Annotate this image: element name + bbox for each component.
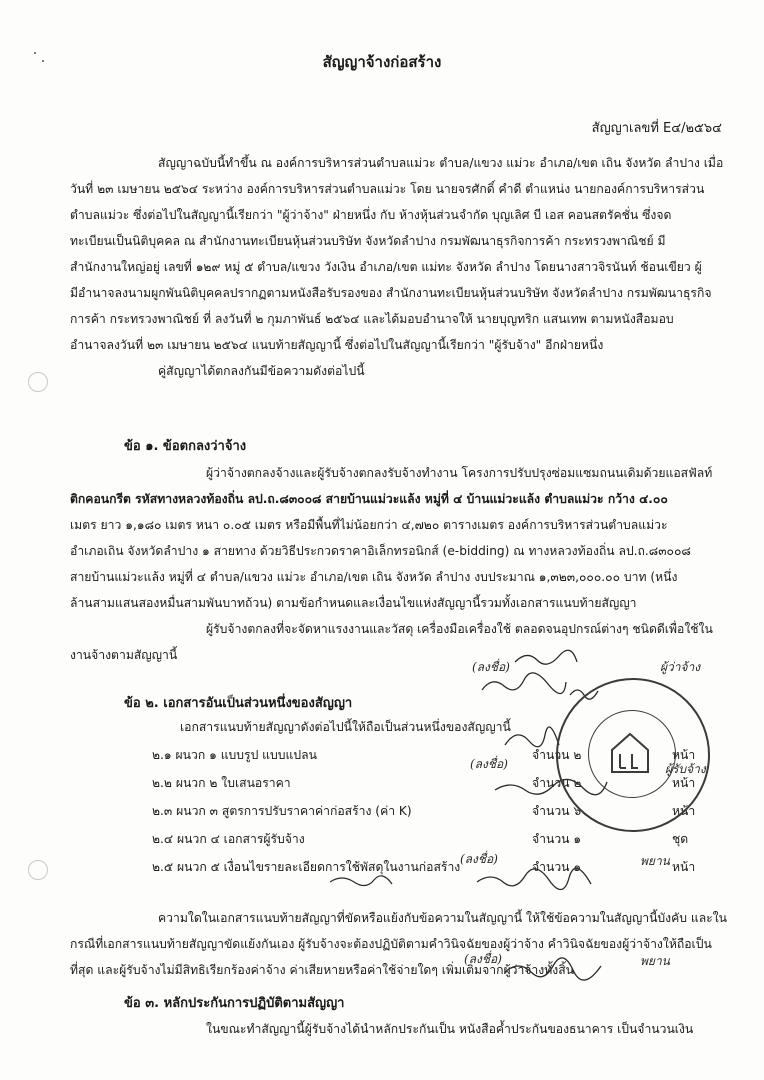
annex-unit: หน้า (672, 804, 696, 818)
handwritten-signature (482, 673, 566, 694)
signature-role: พยาน (640, 854, 670, 868)
annex-qty: จำนวน ๑ (532, 860, 582, 874)
clause3-heading: ข้อ ๓. หลักประกันการปฏิบัติตามสัญญา (124, 996, 345, 1011)
document-title: สัญญาจ้างก่อสร้าง (322, 53, 442, 71)
contract-number: สัญญาเลขที่ E๔/๒๕๖๔ (591, 121, 722, 136)
handwritten-initials (330, 876, 392, 886)
clause1-line: ติกคอนกรีต รหัสทางหลวงท้องถิ่น ลป.ถ.๘๓๐๐๘ สายบ้านแม่วะแล้ง หมู่ที่ ๔ บ้านแม่วะแล้ง ตำบลแม่วะ กว้าง ๔.๐๐ (70, 492, 668, 506)
house-logo-icon (610, 730, 650, 774)
handwritten-signature (477, 868, 591, 889)
annex-qty: จำนวน ๒ (532, 748, 582, 762)
signature-role: ผู้รับจ้าง (665, 762, 706, 776)
signature-label: (ลงชื่อ) (460, 852, 498, 866)
annex-unit: หน้า (672, 860, 696, 874)
clause1-line: ล้านสามแสนสองหมื่นสามพันบาทถ้วน) ตามข้อกำหนดและเงื่อนไขแห่งสัญญานี้รวมทั้งเอกสารแนบท้ายสัญญา (70, 596, 637, 610)
annex-qty: จำนวน ๖ (532, 804, 582, 818)
clause1-line: ผู้รับจ้างตกลงที่จะจัดหาแรงงานและวัสดุ เครื่องมือเครื่องใช้ ตลอดจนอุปกรณ์ต่างๆ ชนิดดีเพื่อใช้ใน (206, 622, 713, 636)
intro-line: ทะเบียนเป็นนิติบุคคล ณ สำนักงานทะเบียนหุ้นส่วนบริษัท จังหวัดลำปาง กรมพัฒนาธุรกิจการค้า กระทรวงพาณิชย์ มี (70, 234, 666, 248)
annex-label: ๒.๑ ผนวก ๑ แบบรูป แบบแปลน (152, 748, 317, 762)
clause1-line: อำเภอเถิน จังหวัดลำปาง ๑ สายทาง ด้วยวิธีประกวดราคาอิเล็กทรอนิกส์ (e-bidding) ณ ทางหลวงท้องถิ่น ลป.ถ.๘๓๐๐๘ (70, 544, 691, 558)
company-seal-stamp (556, 678, 710, 832)
handwritten-signature (505, 958, 601, 980)
conflict-line: ที่สุด และผู้รับจ้างไม่มีสิทธิเรียกร้องค่าจ้าง ค่าเสียหายหรือค่าใช้จ่ายใดๆ เพิ่มเติมจากผู้ว่าจ้างทั้งสิ้น (70, 963, 574, 977)
annex-label: ๒.๓ ผนวก ๓ สูตรการปรับราคาค่าก่อสร้าง (ค่า K) (152, 804, 412, 818)
annex-unit: หน้า (672, 748, 696, 762)
agree-line: คู่สัญญาได้ตกลงกันมีข้อความดังต่อไปนี้ (158, 364, 365, 378)
clause2-intro: เอกสารแนบท้ายสัญญาดังต่อไปนี้ให้ถือเป็นส่วนหนึ่งของสัญญานี้ (180, 720, 511, 734)
annex-label: ๒.๕ ผนวก ๕ เงื่อนไขรายละเอียดการใช้พัสดุในงานก่อสร้าง (152, 860, 461, 874)
intro-line: มีอำนาจลงนามผูกพันนิติบุคคลปรากฏตามหนังสือรับรองของ สำนักงานทะเบียนหุ้นส่วนบริษัท จังหวัดลำปาง กรมพัฒนาธุรกิจ (70, 286, 712, 300)
annex-qty: จำนวน ๒ (532, 776, 582, 790)
annex-label: ๒.๒ ผนวก ๒ ใบเสนอราคา (152, 776, 291, 790)
signature-label: (ลงชื่อ) (464, 952, 502, 966)
annex-unit: หน้า (672, 776, 696, 790)
clause1-line: งานจ้างตามสัญญานี้ (70, 648, 178, 662)
handwritten-signature (515, 650, 577, 664)
signature-label: (ลงชื่อ) (470, 757, 508, 771)
intro-line: ตำบลแม่วะ ซึ่งต่อไปในสัญญานี้เรียกว่า "ผู้ว่าจ้าง" ฝ่ายหนึ่ง กับ ห้างหุ้นส่วนจำกัด บุญเลิศ บี เอส คอนสตรัคชั่น ซึ่งจด (70, 208, 672, 222)
annex-label: ๒.๔ ผนวก ๔ เอกสารผู้รับจ้าง (152, 832, 305, 846)
clause1-line: ผู้ว่าจ้างตกลงจ้างและผู้รับจ้างตกลงรับจ้างทำงาน โครงการปรับปรุงซ่อมแซมถนนเดิมด้วยแอสฟัลท์ (206, 466, 713, 480)
conflict-line: ความใดในเอกสารแนบท้ายสัญญาที่ขัดหรือแย้งกับข้อความในสัญญานี้ ให้ใช้ข้อความในสัญญานี้บังคับ และใน (158, 911, 728, 925)
clause1-line: เมตร ยาว ๑,๑๘๐ เมตร หนา ๐.๐๕ เมตร หรือมีพื้นที่ไม่น้อยกว่า ๔,๗๒๐ ตารางเมตร องค์การบริหารส่วนตำบลแม่วะ (70, 518, 668, 532)
annex-unit: ชุด (672, 832, 689, 846)
intro-line: อำนาจลงวันที่ ๒๓ เมษายน ๒๕๖๔ แนบท้ายสัญญานี้ ซึ่งต่อไปในสัญญานี้เรียกว่า "ผู้รับจ้าง" อีกฝ่ายหนึ่ง (70, 338, 604, 352)
signature-role: พยาน (640, 954, 670, 968)
intro-line: การค้า กระทรวงพาณิชย์ ที่ ลงวันที่ ๒ กุมภาพันธ์ ๒๕๖๔ และได้มอบอำนาจให้ นายบุญทริก แสนเทพ ตามหนังสือมอบ (70, 312, 674, 326)
handwritten-signature (505, 727, 559, 747)
conflict-line: กรณีที่เอกสารแนบท้ายสัญญาขัดแย้งกันเอง ผู้รับจ้างจะต้องปฏิบัติตามคำวินิจฉัยของผู้ว่าจ้าง คำวินิจฉัยของผู้ว่าจ้างให้ถือเป็น (70, 937, 712, 951)
clause3-line: ในขณะทำสัญญานี้ผู้รับจ้างได้นำหลักประกันเป็น หนังสือค้ำประกันของธนาคาร เป็นจำนวนเงิน (206, 1022, 694, 1036)
intro-line: สัญญาฉบับนี้ทำขึ้น ณ องค์การบริหารส่วนตำบลแม่วะ ตำบล/แขวง แม่วะ อำเภอ/เขต เถิน จังหวัด ลำปาง เมื่อ (158, 156, 724, 170)
clause2-heading: ข้อ ๒. เอกสารอันเป็นส่วนหนึ่งของสัญญา (124, 696, 353, 711)
signature-role: ผู้ว่าจ้าง (660, 660, 701, 674)
clause1-line: สายบ้านแม่วะแล้ง หมู่ที่ ๔ ตำบล/แขวง แม่วะ อำเภอ/เขต เถิน จังหวัด ลำปาง งบประมาณ ๑,๓๒๓,๐๐๐.๐๐ บาท (หนึ่ง (70, 570, 678, 584)
clause1-heading: ข้อ ๑. ข้อตกลงว่าจ้าง (124, 439, 247, 454)
intro-line: วันที่ ๒๓ เมษายน ๒๕๖๔ ระหว่าง องค์การบริหารส่วนตำบลแม่วะ โดย นายจรศักดิ์ คำดี ตำแหน่ง นายกองค์การบริหารส่วน (70, 182, 705, 196)
intro-line: สำนักงานใหญ่อยู่ เลขที่ ๑๒๙ หมู่ ๕ ตำบล/แขวง วังเงิน อำเภอ/เขต แม่ทะ จังหวัด ลำปาง โดยนางสาวจิรนันท์ ช้อนเขียว ผู้ (70, 260, 702, 274)
signature-label: (ลงชื่อ) (472, 660, 510, 674)
annex-qty: จำนวน ๑ (532, 832, 582, 846)
